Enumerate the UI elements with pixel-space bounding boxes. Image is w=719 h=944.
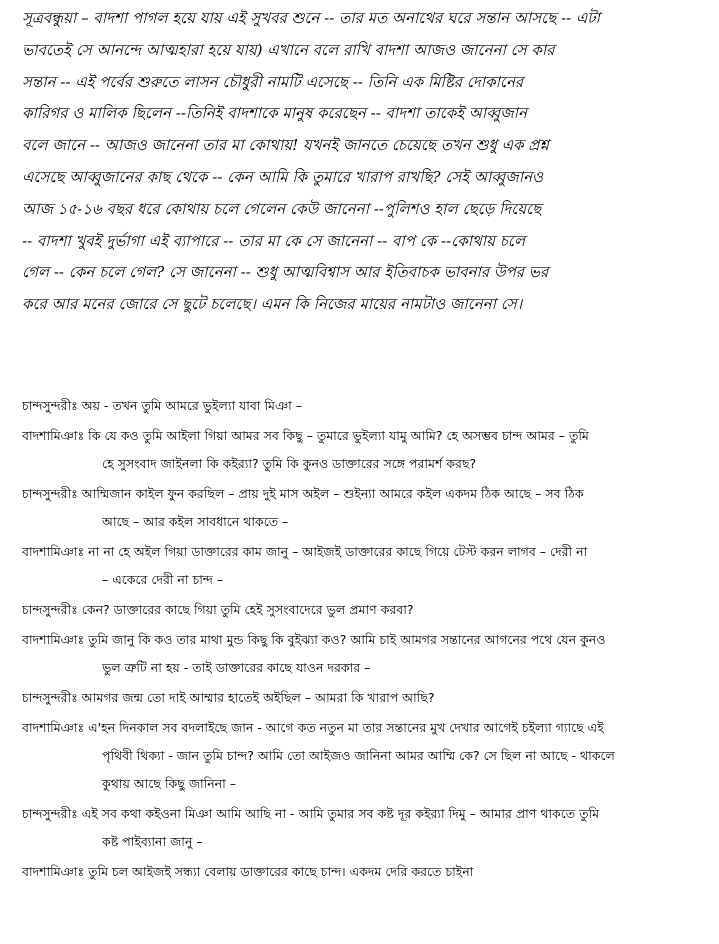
dialogue-section	[22, 392, 717, 886]
dialogue-line: পৃথিবী থিক্যা - জান তুমি চান্দ? আমি তো আইজও জানিনা আমর আম্মি কে? সে ছিল না আছে - থাকলে	[102, 748, 615, 763]
dialogue-line: বাদশামিঞাঃ তুমি চল আইজই সন্ধ্যা বেলায় ডাক্তারের কাছে চান্দ। একদম দেরি করতে চাইনা	[22, 864, 474, 879]
narration-line: সন্তান -- এই পর্বের শুরুতে লাসন চৌধুরী নামটি এসেছে -- তিনি এক মিষ্টির দোকানের	[22, 72, 524, 91]
dialogue-line: – একেরে দেরী না চান্দ –	[102, 572, 224, 587]
dialogue-line: বাদশামিঞাঃ না না হে অইল গিয়া ডাক্তারের কাম জানু – আইজই ডাক্তারের কাছে গিয়ে টেস্ট করন লাগব – দেরী না	[22, 544, 588, 559]
narration-line: করে আর মনের জোরে সে ছুটে চলেছে। এমন কি নিজের মায়ের নামটাও জানেনা সে।	[22, 295, 523, 314]
dialogue-line: চান্দসুন্দরীঃ এই সব কথা কইওনা মিঞা আমি আছি না - আমি তুমার সব কষ্ট দূর কইর‍্যা দিমু – আমার প্রাণ থাকতে তুমি	[22, 806, 600, 821]
dialogue-line: বাদশামিঞাঃ কি যে কও তুমি আইলা গিয়া আমর সব কিছু – তুমারে ভুইল্যা যামু আমি? হে অসম্ভব চান্দ আমর – তুমি	[22, 428, 589, 443]
dialogue-line: আছে – আর কইল সাবধানে থাকতে –	[102, 514, 289, 529]
dialogue-line: চান্দসুন্দরীঃ আমগর জন্ম তো দাই আম্মার হাতেই অইছিল – আমরা কি খারাপ আছি?	[22, 690, 435, 705]
narration-line: কারিগর ও মালিক ছিলেন --তিনিই বাদশাকে মানুষ করেছেন -- বাদশা তাকেই আব্বুজান	[22, 104, 527, 123]
narration-line: ভাবতেই সে আনন্দে আত্মহারা হয়ে যায়) এখানে বলে রাখি বাদশা আজও জানেনা সে কার	[22, 40, 555, 59]
narration-line: সূত্রবন্ধুয়া – বাদশা পাগল হয়ে যায় এই সুখবর শুনে -- তার মত অনাথের ঘরে সন্তান আসছে -- এটা	[22, 9, 600, 27]
narration-line: -- বাদশা খুবই দুর্ভাগা এই ব্যাপারে -- তার মা কে সে জানেনা -- বাপ কে --কোথায় চলে	[22, 231, 526, 250]
narration-line: এসেছে আব্বুজানের কাছ থেকে -- কেন আমি কি তুমারে খারাপ রাখছি? সেই আব্বুজানও	[22, 167, 544, 186]
dialogue-line: বাদশামিঞাঃ এ'হন দিনকাল সব বদলাইছে জান - আগে কত নতুন মা তার সন্তানের মুখ দেখার আগেই চইল্যা গ্যাছে এই	[22, 720, 604, 735]
dialogue-line: চান্দসুন্দরীঃ অয় - তখন তুমি আমরে ভুইল্যা যাবা মিঞা –	[22, 398, 303, 413]
narration-paragraph	[22, 3, 712, 321]
narration-line: আজ ১৫-১৬ বছর ধরে কোথায় চলে গেলেন কেউ জানেনা --পুলিশও হাল ছেড়ে দিয়েছে	[22, 199, 542, 218]
narration-line: বলে জানে -- আজও জানেনা তার মা কোথায়! যখনই জানতে চেয়েছে তখন শুধু এক প্রশ্ন	[22, 136, 549, 155]
dialogue-line: বাদশামিঞাঃ তুমি জানু কি কও তার মাথা মুন্ড কিছু কি বুইঝ্যা কও? আমি চাই আমগর সন্তানের আগনের পথে যেন কুনও	[22, 632, 606, 647]
dialogue-line: চান্দসুন্দরীঃ আম্মিজান কাইল ফুন করছিল – প্রায় দুই মাস অইল – শুইন্যা আমরে কইল একদম ঠিক আছে – সব ঠিক	[22, 486, 584, 501]
dialogue-line: হে সুসংবাদ জাইনলা কি কইর‍্যা? তুমি কি কুনও ডাক্তারের সঙ্গে পরামর্শ করছ?	[102, 456, 477, 471]
narration-line: গেল -- কেন চলে গেল? সে জানেনা -- শুধু আত্মবিশ্বাস আর ইতিবাচক ভাবনার উপর ভর	[22, 263, 549, 282]
dialogue-line: চান্দসুন্দরীঃ কেন? ডাক্তারের কাছে গিয়া তুমি হেই সুসংবাদেরে ভুল প্রমাণ করবা?	[22, 602, 414, 617]
dialogue-line: কষ্ট পাইব্যানা জানু –	[102, 834, 203, 849]
dialogue-line: ভুল ত্রুটি না হয় - তাই ডাক্তারের কাছে যাওন দরকার –	[102, 660, 371, 675]
dialogue-line: কুথায় আছে কিছু জানিনা –	[102, 776, 236, 791]
